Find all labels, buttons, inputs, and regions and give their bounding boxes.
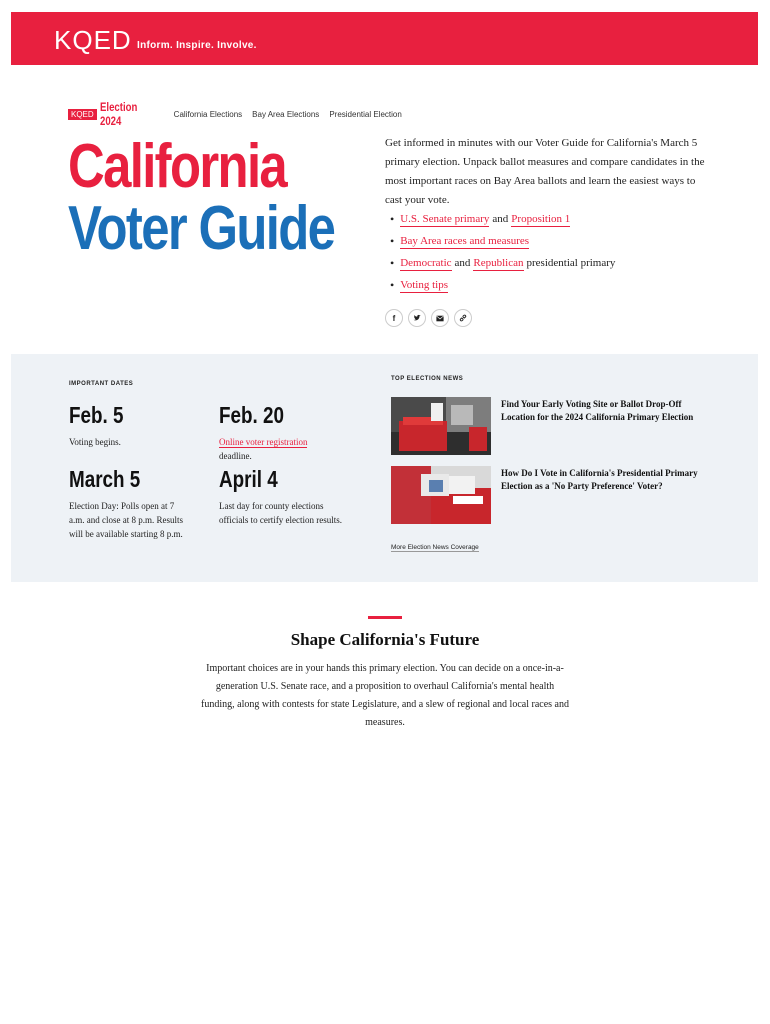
more-election-news-link[interactable]: More Election News Coverage	[391, 544, 479, 551]
top-news-heading: TOP ELECTION NEWS	[391, 376, 464, 382]
date-value: April 4	[219, 466, 278, 492]
senate-primary-link[interactable]: • U.S. Senate primary	[400, 212, 490, 225]
date-value: March 5	[69, 466, 141, 492]
news-item[interactable]	[391, 466, 721, 526]
subnav-link-presidential-election[interactable]: Presidential Election	[329, 109, 402, 119]
date-card	[219, 402, 349, 463]
list-item	[390, 208, 710, 230]
intro-text: Get informed in minutes with our Voter Guide for California's March 5 primary election. Unpack ballot measures and compare candidates in the most important races on Bay Area ballots and learn the easiest ways to cast your vote.	[385, 137, 705, 206]
email-icon[interactable]	[431, 309, 449, 327]
page-title-line1: California	[68, 132, 287, 201]
twitter-icon[interactable]	[408, 309, 426, 327]
election-2024-badge[interactable]: Election 2024	[99, 100, 138, 128]
news-thumbnail[interactable]	[391, 466, 491, 524]
section-divider	[368, 616, 402, 619]
section-body-text: Important choices are in your hands this primary election. You can decide on a once-in-a-generation U.S. Senate race, and a proposition to overhaul California's mental health funding, along with contests for state Legislature, and a slew of regional and local races and measures.	[201, 663, 569, 728]
democratic-link[interactable]: • Democratic	[400, 256, 452, 269]
date-description	[219, 435, 349, 463]
date-card	[69, 466, 184, 541]
facebook-icon[interactable]: f	[385, 309, 403, 327]
and-text: and	[492, 213, 509, 225]
site-header	[11, 12, 758, 65]
kqed-badge[interactable]: KQED	[68, 109, 97, 120]
guide-links-list	[390, 208, 710, 296]
date-value: Feb. 20	[219, 402, 284, 428]
subnav-link-california-elections[interactable]: California Elections	[173, 109, 243, 119]
election-subnav	[68, 100, 402, 128]
subnav-link-bay-area-elections[interactable]: Bay Area Elections	[252, 109, 320, 119]
date-description: Election Day: Polls open at 7 a.m. and close at 8 p.m. Results will be available starting 8 p.m.	[69, 501, 183, 539]
dates-news-panel	[11, 354, 758, 582]
list-item	[390, 230, 710, 252]
page-title	[68, 132, 335, 263]
list-item	[390, 252, 710, 274]
important-dates-heading: IMPORTANT DATES	[69, 381, 134, 387]
date-card	[69, 402, 199, 449]
presidential-primary-text: presidential primary	[526, 257, 616, 269]
news-title[interactable]: Find Your Early Voting Site or Ballot Drop-Off Location for the 2024 California Primary Election	[501, 399, 694, 422]
republican-link[interactable]: Republican	[473, 256, 524, 269]
link-icon[interactable]	[454, 309, 472, 327]
voting-tips-link[interactable]: • Voting tips	[400, 278, 448, 291]
news-item[interactable]	[391, 397, 721, 457]
date-value: Feb. 5	[69, 402, 124, 428]
page-title-line2: Voter Guide	[68, 194, 335, 263]
and-text: and	[454, 257, 471, 269]
deadline-text: deadline.	[219, 451, 252, 461]
list-item	[390, 274, 710, 296]
news-title[interactable]: How Do I Vote in California's Presidential Primary Election as a 'No Party Preference' Voter?	[501, 468, 698, 491]
news-thumbnail[interactable]	[391, 397, 491, 455]
date-card	[219, 466, 344, 527]
header-tagline: Inform. Inspire. Involve.	[137, 40, 257, 51]
kqed-logo[interactable]: KQED	[54, 25, 132, 55]
date-description: Last day for county elections officials to certify election results.	[219, 501, 343, 525]
proposition-1-link[interactable]: Proposition 1	[511, 212, 571, 225]
section-heading: Shape California's Future	[290, 630, 480, 649]
date-description: Voting begins.	[69, 437, 121, 447]
bay-area-races-link[interactable]: • Bay Area races and measures	[400, 234, 530, 247]
online-voter-registration-link[interactable]: Online voter registration	[219, 437, 308, 447]
share-buttons	[385, 309, 472, 327]
